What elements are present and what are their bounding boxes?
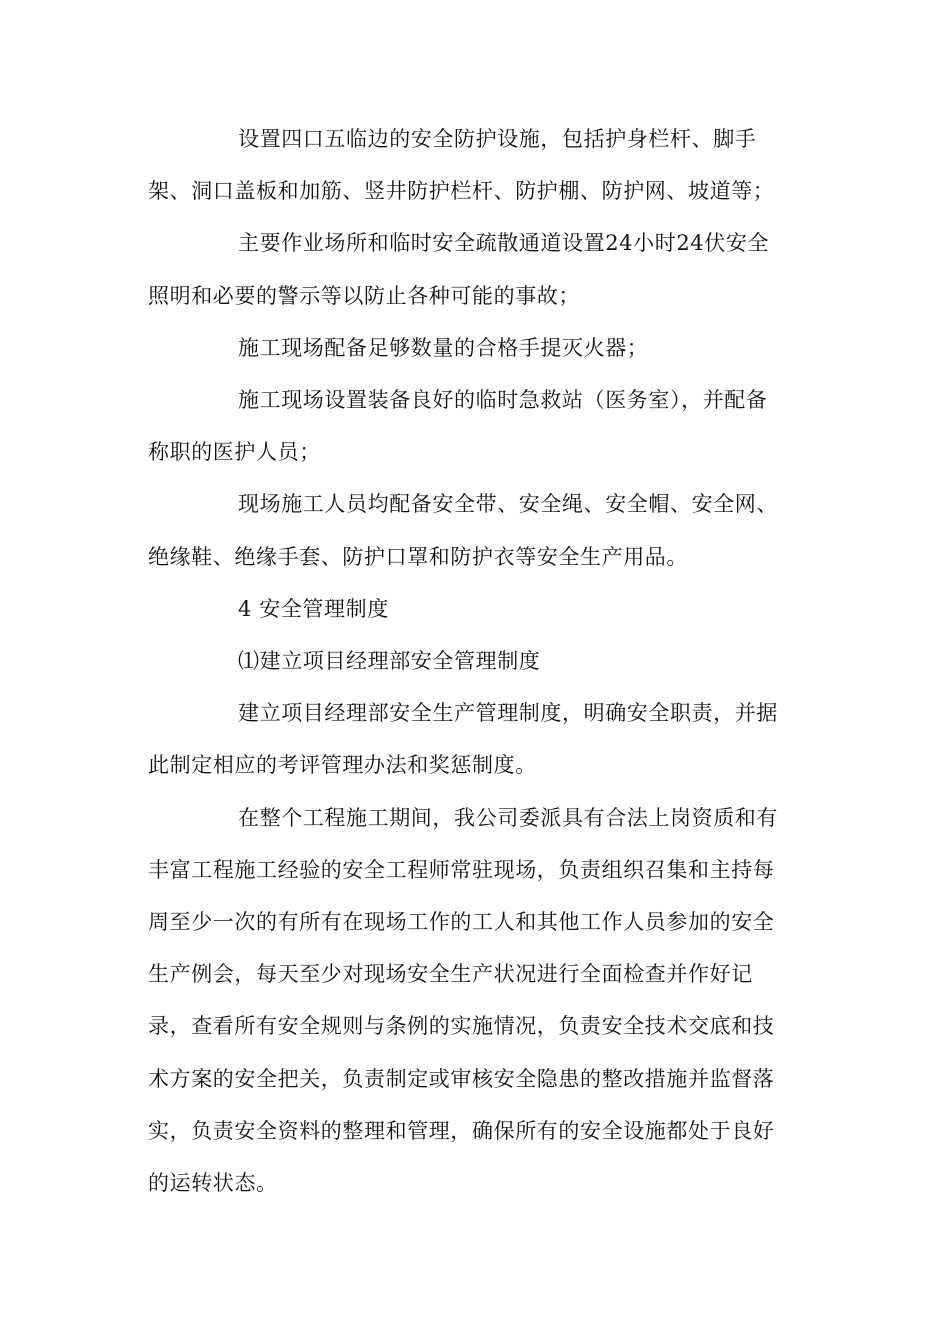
- text-line: 施工现场设置装备良好的临时急救站（医务室），并配备: [238, 388, 768, 413]
- text-line: 实，负责安全资料的整理和管理，确保所有的安全设施都处于良好: [148, 1118, 775, 1143]
- text-line: 现场施工人员均配备安全带、安全绳、安全帽、安全网、: [238, 492, 778, 517]
- text-line: 此制定相应的考评管理办法和奖惩制度。: [148, 753, 537, 778]
- text-line: 称职的医护人员；: [148, 440, 321, 465]
- paragraph-safety-engineer: [148, 792, 800, 1210]
- heading-text: 4 安全管理制度: [238, 596, 389, 621]
- text-line: 在整个工程施工期间，我公司委派具有合法上岗资质和有: [238, 805, 778, 830]
- text-line: 术方案的安全把关，负责制定或审核安全隐患的整改措施并监督落: [148, 1066, 775, 1091]
- text-line: 绝缘鞋、绝缘手套、防护口罩和防护衣等安全生产用品。: [148, 544, 688, 569]
- text-line: 主要作业场所和临时安全疏散通道设置24小时24伏安全: [238, 231, 770, 256]
- subsection-heading: [148, 635, 800, 687]
- text-line: 录，查看所有安全规则与条例的实施情况，负责安全技术交底和技: [148, 1014, 775, 1039]
- paragraph-management-system: [148, 687, 800, 791]
- paragraph-fire-extinguishers: [148, 322, 800, 374]
- text-line: 照明和必要的警示等以防止各种可能的事故；: [148, 283, 580, 308]
- text-line: 周至少一次的有所有在现场工作的工人和其他工作人员参加的安全: [148, 910, 775, 935]
- text-line: 设置四口五临边的安全防护设施，包括护身栏杆、脚手: [238, 127, 757, 151]
- paragraph-protective-equipment: [148, 478, 800, 582]
- paragraph-safety-facilities: [148, 113, 800, 217]
- subheading-text: ⑴建立项目经理部安全管理制度: [238, 649, 541, 674]
- text-line: 生产例会，每天至少对现场安全生产状况进行全面检查并作好记: [148, 962, 753, 987]
- paragraph-lighting: [148, 217, 800, 321]
- text-line: 建立项目经理部安全生产管理制度，明确安全职责，并据: [238, 701, 778, 726]
- text-line: 架、洞口盖板和加筋、竖井防护栏杆、防护棚、防护网、坡道等；: [148, 179, 775, 204]
- text-line: 的运转状态。: [148, 1171, 278, 1196]
- document-body: [148, 113, 800, 1209]
- section-heading: [148, 583, 800, 635]
- text-line: 施工现场配备足够数量的合格手提灭火器；: [238, 335, 649, 360]
- text-line: 丰富工程施工经验的安全工程师常驻现场，负责组织召集和主持每: [148, 857, 775, 882]
- paragraph-first-aid: [148, 374, 800, 478]
